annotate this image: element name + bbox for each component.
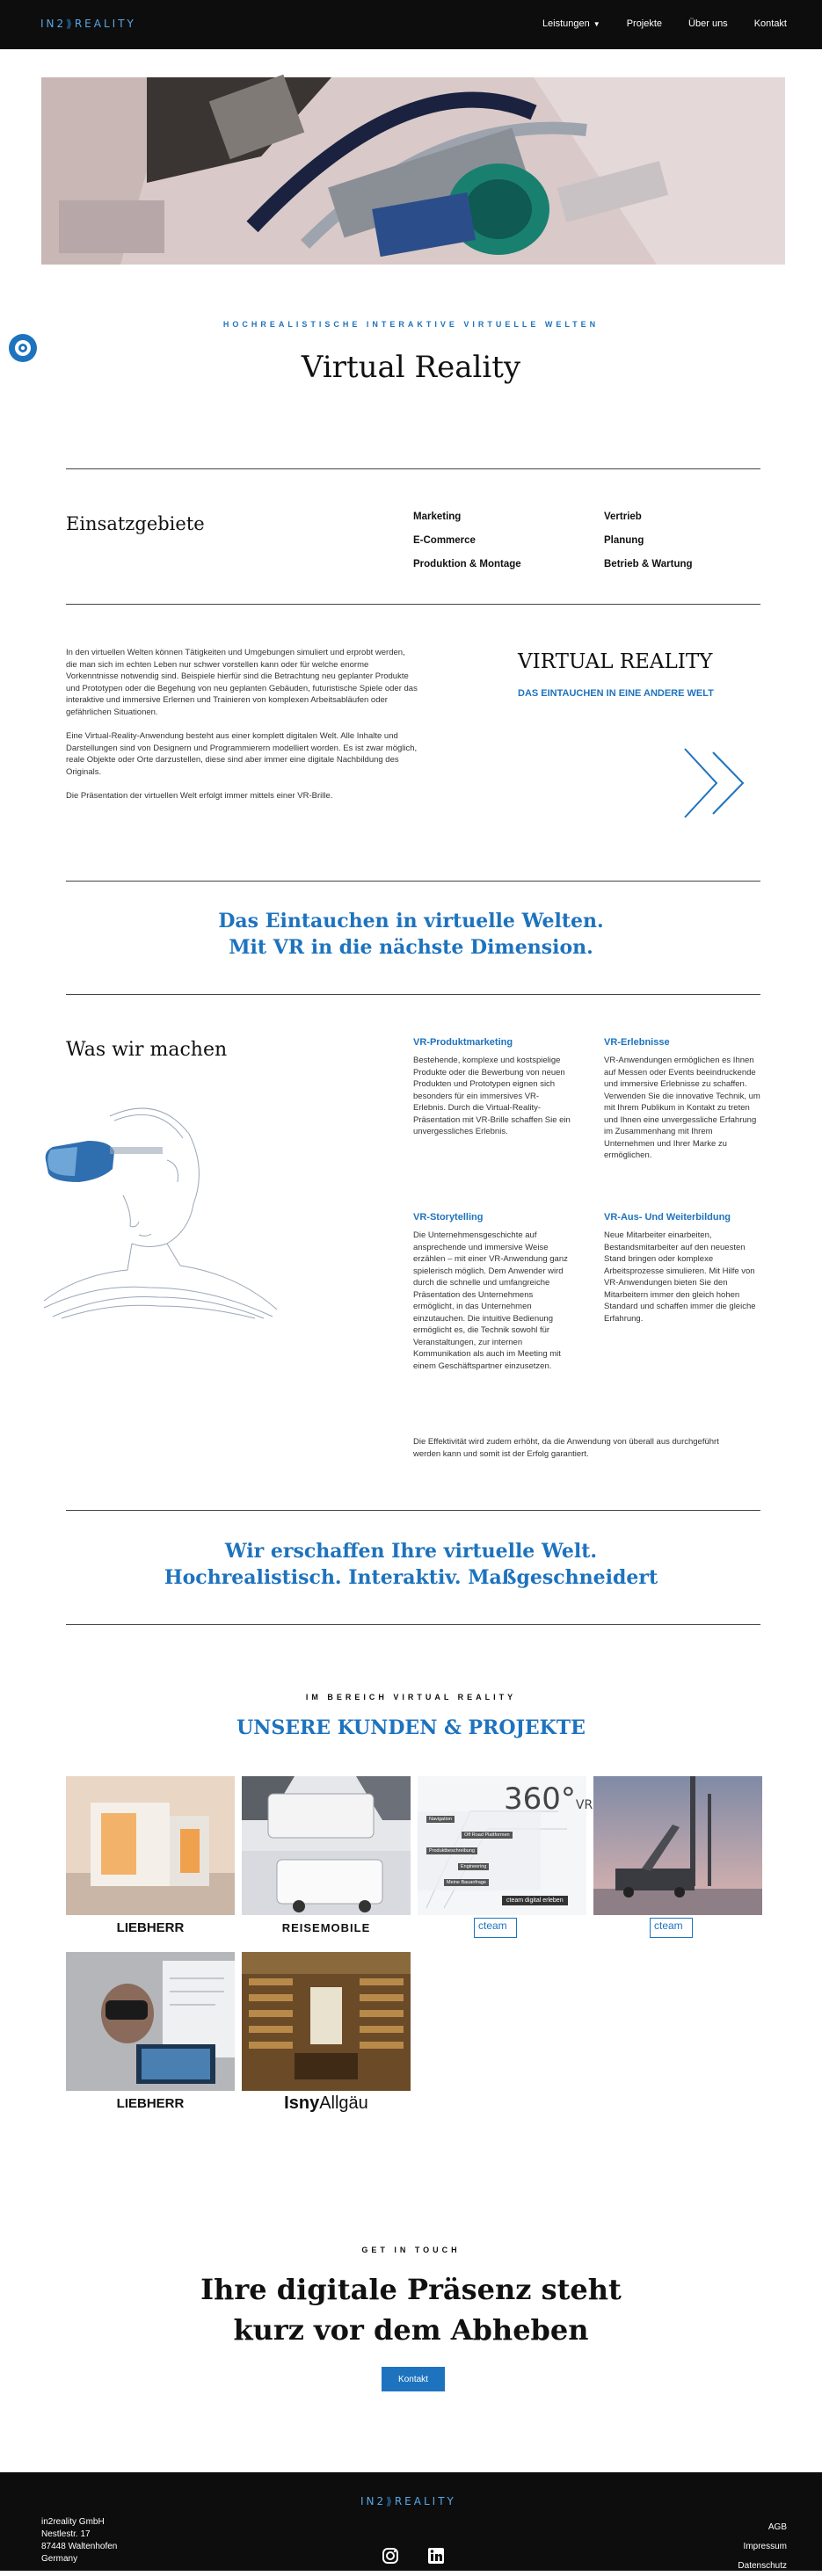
usage-list-1 [413, 505, 521, 577]
usage-item: E-Commerce [413, 535, 476, 546]
wwd-item-title: VR-Produktmarketing [413, 1037, 513, 1048]
cta-line: kurz vor dem Abheben [233, 2313, 589, 2347]
statement-1 [0, 908, 822, 961]
isny-word: Isny [284, 2093, 320, 2113]
wwd-item-text: Die Unternehmensgeschichte auf ansprechende und immersive Weise erzählen – mit einer VR-Anwendung ganz spielerisch möglich. Dem Anwender wird durch die schnelle und umfangreiche Präsentation des Unternehmens ermöglicht, in das Unternehmen einzutauchen. Die intuitive Bedienung ermöglicht es, die Technik sowohl für Veranstaltungen, zur internen Kommunikation als auch im Meeting mit einem Geschäftspartner einzusetzen. [413, 1230, 568, 1371]
project-caption: REISEMOBILE [242, 1915, 411, 1940]
address-line: Nestlestr. 17 [41, 2529, 91, 2539]
logo-arrow: ⟫ [66, 18, 75, 30]
usage-list-2 [604, 505, 693, 577]
tile-360-big: 360° [504, 1781, 576, 1817]
divider [66, 1624, 760, 1625]
hero-image [41, 77, 785, 265]
usage-item: Planung [604, 535, 644, 546]
projects-eyebrow: IM BEREICH VIRTUAL REALITY [305, 1693, 517, 1702]
wwd-item-title: VR-Storytelling [413, 1212, 484, 1223]
project-tile-cteam-360[interactable] [418, 1776, 593, 1932]
statement-line: Wir erschaffen Ihre virtuelle Welt. [224, 1540, 598, 1563]
project-image [66, 1952, 235, 2091]
wwd-footnote: Die Effektivität wird zudem erhöht, da die Anwendung von überall aus durchgeführt werden kann und somit ist der Erfolg garantiert. [413, 1437, 719, 1459]
logo-right: REALITY [74, 18, 136, 30]
footer-link-agb[interactable]: AGB [767, 2522, 787, 2532]
project-image [66, 1776, 235, 1915]
tile-badge: cteam digital erleben [502, 1896, 568, 1905]
tile-360-small: VR [575, 1798, 593, 1812]
divider [66, 994, 760, 995]
cteam-logo: cteam [650, 1918, 693, 1938]
site-logo[interactable] [40, 18, 136, 30]
project-image [593, 1776, 762, 1915]
wwd-item-title: VR-Aus- Und Weiterbildung [604, 1212, 731, 1223]
logo-right: REALITY [394, 2495, 456, 2507]
statement-2 [0, 1538, 822, 1591]
statement-line: Hochrealistisch. Interaktiv. Maßgeschneidert [164, 1566, 658, 1589]
intro-eyebrow: HOCHREALISTISCHE INTERAKTIVE VIRTUELLE WELTEN [222, 320, 600, 329]
caret-down-icon: ▼ [593, 20, 600, 28]
footer-address [41, 2516, 117, 2565]
project-tile-liebherr-vr[interactable] [66, 1952, 235, 2111]
contact-button[interactable]: Kontakt [382, 2367, 445, 2391]
tile-tags [426, 1811, 513, 1890]
divider [66, 1510, 760, 1511]
logo-left: IN2 [40, 18, 67, 30]
instagram-icon[interactable] [382, 2547, 399, 2565]
project-tile-isny[interactable] [242, 1952, 411, 2113]
footer-link-impressum[interactable]: Impressum [743, 2542, 787, 2551]
vr-side-title: VIRTUAL REALITY [518, 650, 713, 673]
project-image [242, 1952, 411, 2091]
vr-headset-person-illustration [26, 1099, 281, 1318]
project-caption [418, 1915, 586, 1940]
hero-illustration [41, 77, 785, 265]
main-nav [542, 18, 787, 29]
footer-links [738, 2518, 787, 2576]
tile-tag: Off Road Plattformen [462, 1832, 513, 1839]
usage-item: Vertrieb [604, 512, 642, 522]
nav-item-leistungen[interactable] [542, 18, 600, 29]
logo-arrow: ⟫ [386, 2495, 395, 2507]
nav-label: Leistungen [542, 18, 590, 29]
vr-info-text [66, 647, 418, 815]
project-tile-cteam-crane[interactable] [593, 1776, 762, 1932]
tile-tag: Engineering [458, 1863, 489, 1870]
project-image [242, 1776, 411, 1915]
statement-line: Mit VR in die nächste Dimension. [229, 936, 593, 959]
footer-link-datenschutz[interactable]: Datenschutz [738, 2561, 787, 2571]
wwd-item-text: Neue Mitarbeiter einarbeiten, Bestandsmitarbeiter auf den neuesten Stand bringen oder komplexe Arbeitsprozesse simulieren. Mit Hilfe von VR-Anwendungen bieten Sie den Mitarbeitern immer den gleich hohen Standard und schaffen immer die gleiche Erfahrung. [604, 1230, 756, 1324]
cta-title [0, 2269, 822, 2350]
cta-line: Ihre digitale Präsenz steht [200, 2273, 622, 2306]
address-line: in2reality GmbH [41, 2517, 105, 2527]
footer [0, 2472, 822, 2571]
tile-360-label [504, 1781, 593, 1817]
tile-tag: Produktbeschreibung [426, 1847, 477, 1854]
top-navigation-bar [0, 0, 822, 49]
usage-item: Marketing [413, 512, 462, 522]
page-title: Virtual Reality [301, 350, 521, 385]
nav-item-ueber-uns[interactable]: Über uns [688, 18, 728, 29]
project-caption: LIEBHERR [66, 2091, 235, 2115]
usage-item: Betrieb & Wartung [604, 559, 693, 570]
paragraph: Eine Virtual-Reality-Anwendung besteht aus einer komplett digitalen Welt. Alle Inhalte und Darstellungen sind von Designern und Programmierern modelliert worden. Es ist zwar möglich, reale Objekte oder Orte darzustellen, diese sind aber immer eine digitale Nachbildung des Originals. [66, 731, 418, 777]
cta-eyebrow: GET IN TOUCH [361, 2246, 461, 2254]
tile-tag: Navigation [426, 1816, 455, 1823]
usage-item: Produktion & Montage [413, 559, 521, 570]
wwd-item-text: VR-Anwendungen ermöglichen es Ihnen auf Messen oder Events beeindruckende und immersive Erlebnisse zu schaffen. Verwenden Sie die innovative Technik, um mit Ihrem Publikum in Kontakt zu treten und Ihnen eine unvergessliche Erfahrung im Zusammenhang mit Ihrem Unternehmen und Ihrer Marke zu ermöglichen. [604, 1056, 760, 1160]
paragraph: In den virtuellen Welten können Tätigkeiten und Umgebungen simuliert und erprobt werden, die man sich im echten Leben nur schwer vorstellen kann oder für welche enorme Vorkenntnisse notwendig sind. Beispiele hierfür sind die Betrachtung neu geplanter Produkte und Prototypen oder die Begehung von neu geplanten Gebäuden, futuristische Spiele oder das interaktive und immersive Erlernen und Trainieren von komplexen Arbeitsabläufen oder gefährlichen Situationen. [66, 648, 418, 717]
what-we-do-title: Was wir machen [66, 1039, 228, 1061]
wwd-item-text: Bestehende, komplexe und kostspielige Produkte oder die Bewerbung von neuen Produkten und Prototypen eignen sich besonders für ein immersives VR-Erlebnis. Durch die Virtual-Reality-Präsentation mit VR-Brille schaffen Sie ein unvergessliches Erlebnis. [413, 1056, 571, 1136]
vr-side-subtitle: DAS EINTAUCHEN IN EINE ANDERE WELT [518, 688, 714, 699]
footer-logo[interactable] [360, 2495, 456, 2507]
divider [66, 468, 760, 469]
cteam-logo: cteam [474, 1918, 517, 1938]
usage-title: Einsatzgebiete [66, 513, 205, 534]
linkedin-icon[interactable] [427, 2547, 445, 2565]
projects-title: UNSERE KUNDEN & PROJEKTE [236, 1716, 586, 1739]
nav-item-kontakt[interactable]: Kontakt [753, 18, 787, 29]
paragraph: Die Präsentation der virtuellen Welt erfolgt immer mittels einer VR-Brille. [66, 791, 333, 801]
nav-item-projekte[interactable]: Projekte [626, 18, 663, 29]
address-line: 87448 Waltenhofen [41, 2542, 118, 2551]
address-line: Germany [41, 2554, 78, 2564]
statement-line: Das Eintauchen in virtuelle Welten. [218, 910, 604, 932]
tile-tag: Meine Bauanfrage [444, 1879, 489, 1886]
project-tile-reisemobile[interactable] [242, 1776, 411, 1934]
allgaeu-word: Allgäu [319, 2093, 368, 2113]
logo-left: IN2 [360, 2495, 387, 2507]
divider [66, 604, 760, 605]
project-caption [242, 2091, 411, 2115]
divider [66, 881, 760, 882]
wwd-item-title: VR-Erlebnisse [604, 1037, 670, 1048]
project-caption [593, 1915, 762, 1940]
project-caption: LIEBHERR [66, 1915, 235, 1940]
double-chevron-right-icon [681, 745, 752, 821]
project-tile-liebherr[interactable] [66, 1776, 235, 1935]
